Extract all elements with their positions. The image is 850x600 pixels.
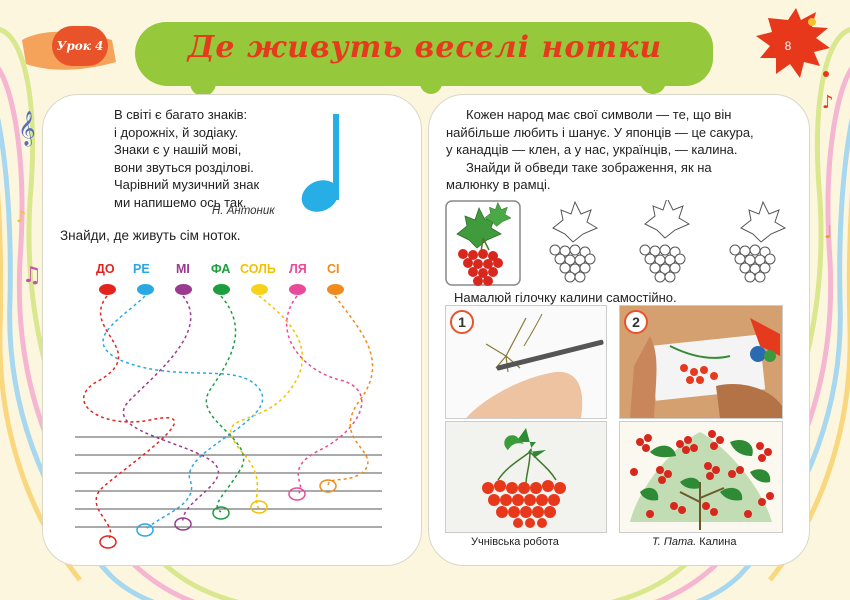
path-si	[328, 296, 373, 485]
note-label-si: СІ	[327, 262, 340, 276]
viburnum-outline-icon	[730, 202, 785, 282]
note-label-fa: ФА	[211, 262, 231, 276]
poem-line: вони звуться розділові.	[114, 159, 254, 175]
note-label-la: ЛЯ	[289, 262, 307, 276]
caption-painting	[652, 536, 737, 548]
path-sol	[231, 296, 303, 508]
text-line: у канадців — клен, а у нас, українців, — калина.	[446, 142, 738, 157]
poem	[114, 106, 304, 211]
path-fa	[206, 296, 243, 512]
svg-text:𝄞: 𝄞	[18, 111, 36, 146]
path-mi	[123, 296, 218, 522]
page-number: 8	[784, 39, 792, 53]
note-label-sol: СОЛЬ	[240, 262, 276, 276]
poem-line: ми напишемо ось так.	[114, 194, 247, 210]
task-find-notes: Знайди, де живуть сім ноток.	[60, 228, 241, 243]
end-la	[289, 488, 305, 500]
photo-student-work	[445, 421, 607, 533]
note-label-re: РЕ	[133, 262, 150, 276]
end-re	[137, 524, 153, 536]
path-re	[103, 296, 263, 530]
caption-painting-title: Калина	[699, 536, 737, 548]
svg-text:♪: ♪	[822, 92, 834, 113]
text-line: найбільше любить і шанує. У японців — це сакура,	[446, 124, 754, 140]
viburnum-outline-icon	[550, 202, 597, 282]
poem-line: В світі є багато знаків:	[114, 107, 248, 122]
intro-text	[446, 106, 786, 194]
quarter-note-icon	[300, 112, 350, 216]
end-do	[100, 536, 116, 548]
task-draw: Намалюй гілочку калини самостійно.	[454, 290, 677, 305]
text-line: малюнку в рамці.	[446, 177, 551, 192]
svg-text:♫: ♫	[22, 263, 42, 288]
end-si	[320, 480, 336, 492]
caption-painting-author: Т. Пата.	[652, 536, 697, 548]
text-line: Знайди й обведи таке зображення, як на	[466, 159, 712, 175]
note-label-mi: МІ	[176, 262, 190, 276]
page-title: Де живуть веселі нотки	[187, 30, 663, 65]
lesson-badge: Урок 4	[52, 26, 108, 66]
note-maze[interactable]	[60, 290, 400, 560]
header-drip	[190, 70, 216, 96]
viburnum-find-row	[445, 200, 801, 288]
text-line: Кожен народ має свої символи — те, що він	[466, 107, 732, 122]
poem-author: Н. Антоник	[212, 205, 275, 217]
photo-painting	[619, 421, 783, 533]
step-number-badge: 1	[450, 310, 474, 334]
caption-student-work: Учнівська робота	[471, 536, 559, 548]
svg-text:♪: ♪	[16, 207, 27, 226]
path-do	[84, 296, 175, 540]
poem-line: Чарівний музичний знак	[114, 177, 260, 192]
viburnum-outline-icon	[640, 200, 689, 282]
path-la	[287, 296, 362, 495]
poem-line: Знаки є у нашій мові,	[114, 142, 242, 157]
step-number-badge: 2	[624, 310, 648, 334]
note-label-do: ДО	[96, 262, 115, 276]
poem-line: і дорожніх, й зодіаку.	[114, 124, 239, 140]
svg-text:♩: ♩	[824, 222, 833, 243]
